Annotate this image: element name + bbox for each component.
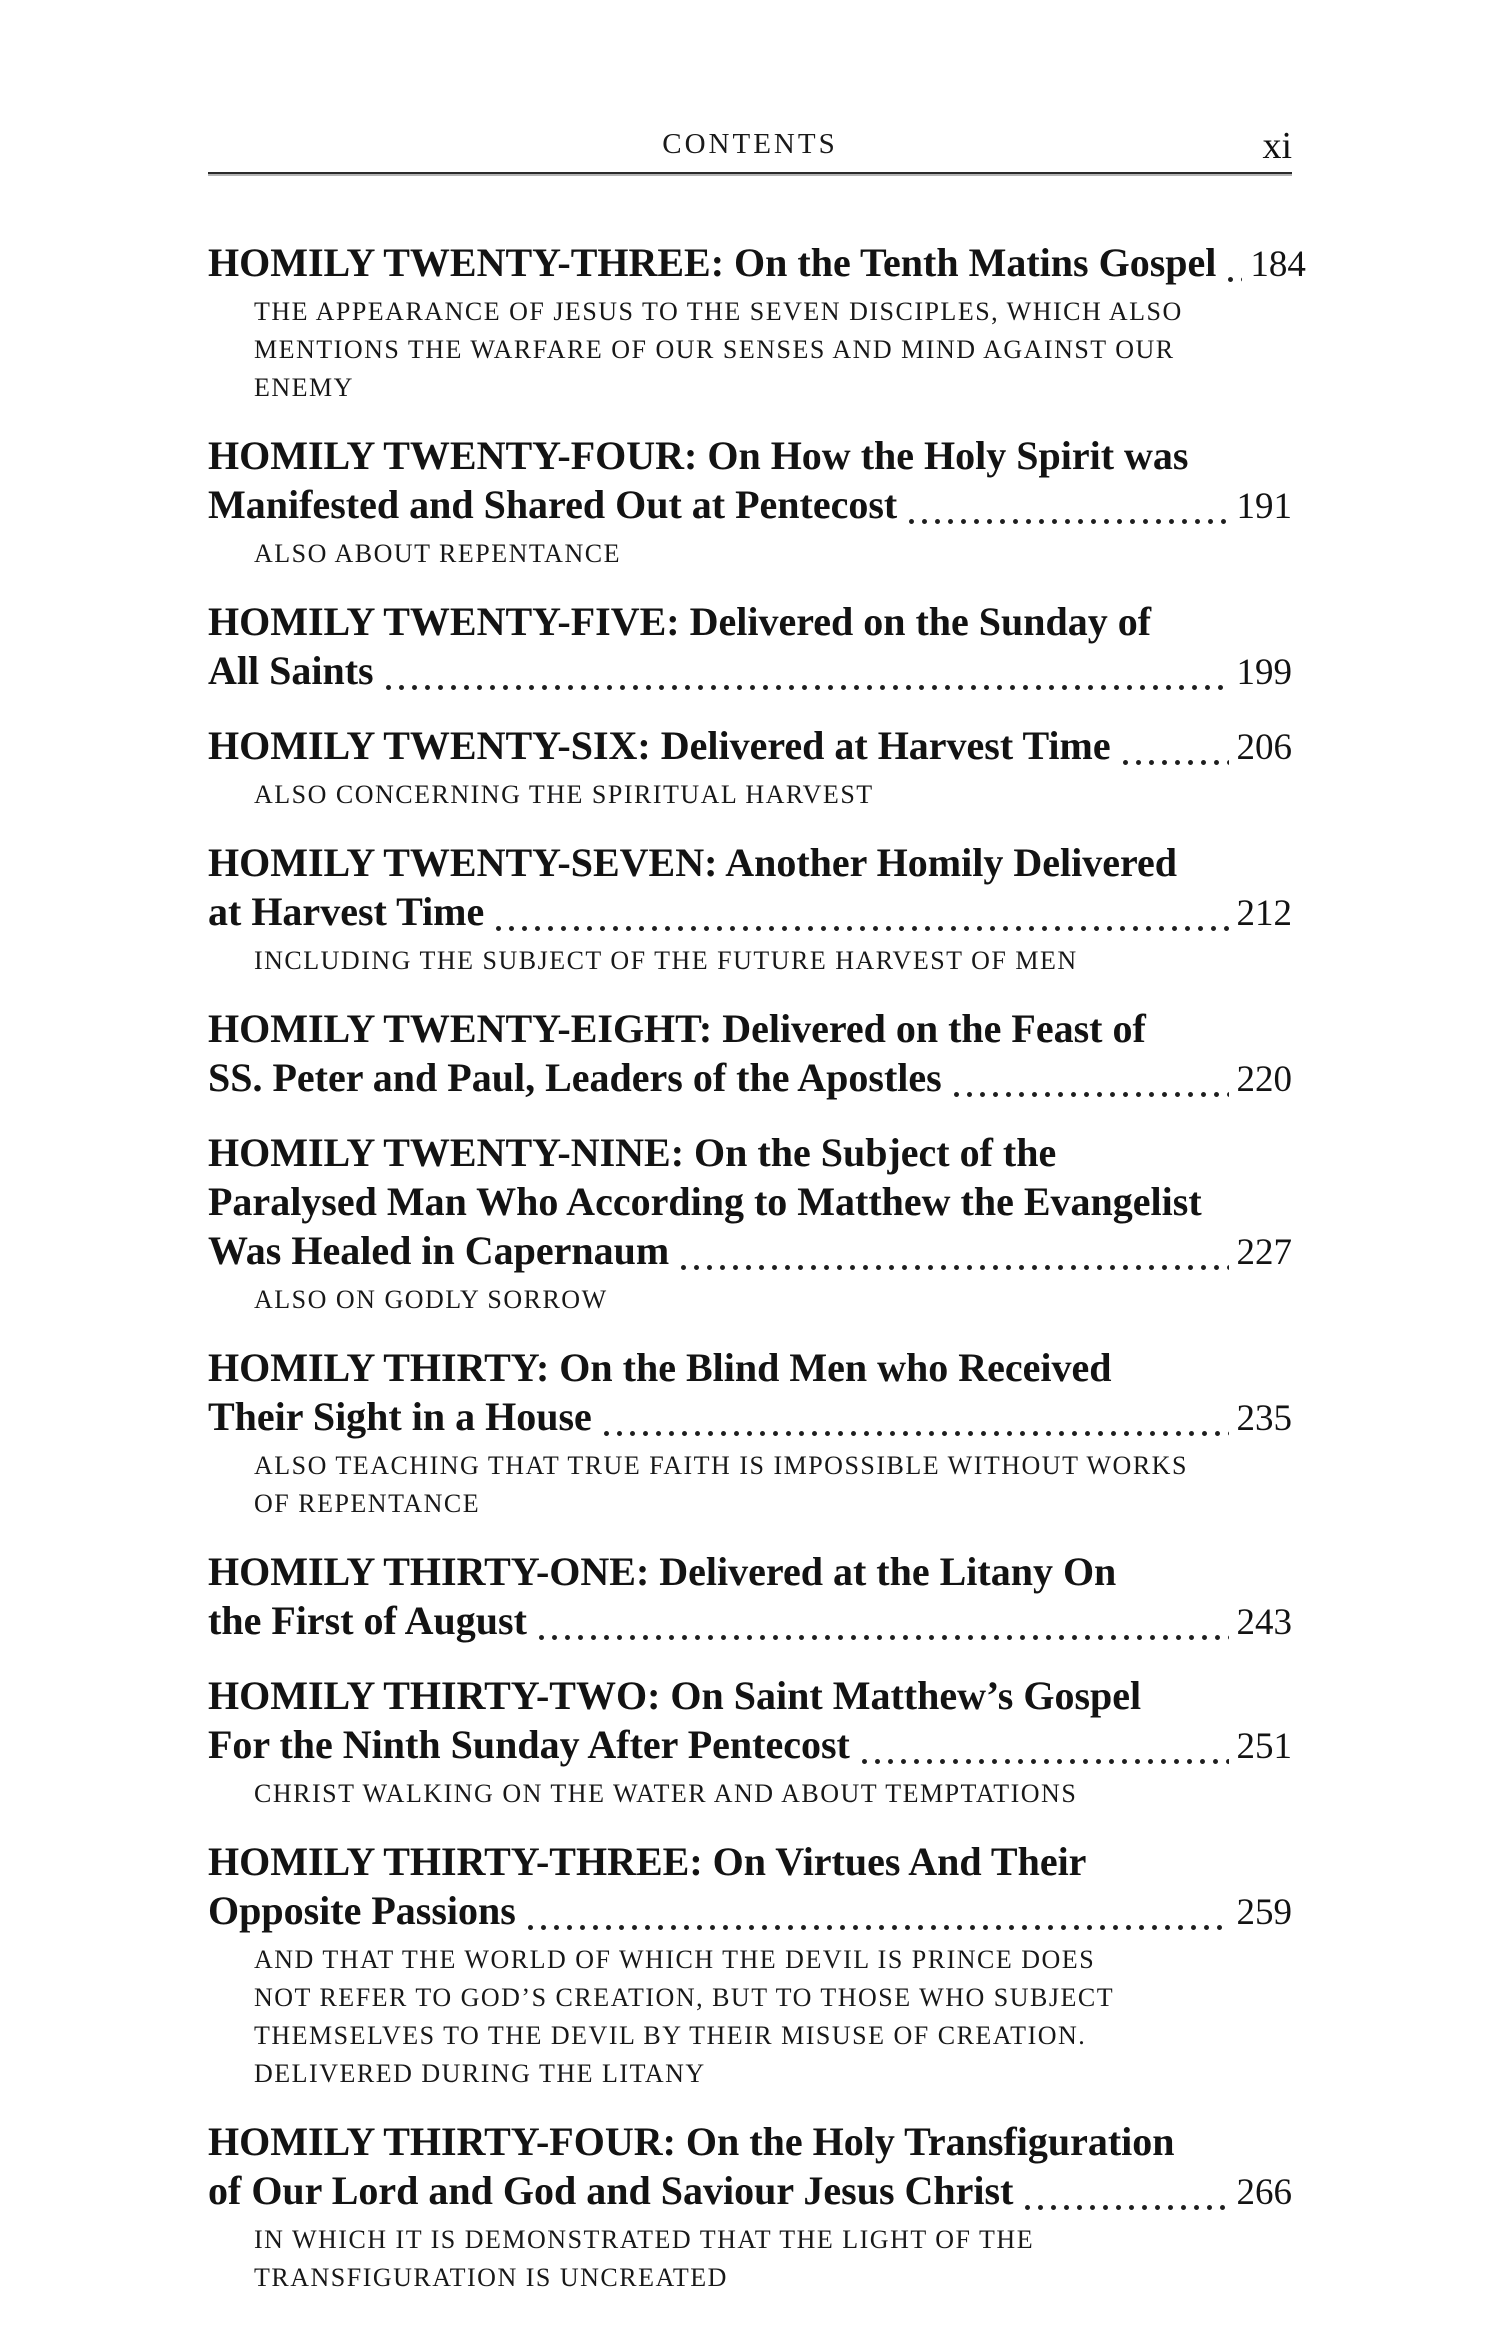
dot-leader xyxy=(600,1431,1229,1436)
entry-title-line: HOMILY TWENTY-NINE: On the Subject of the xyxy=(208,1130,1057,1175)
entry-title xyxy=(208,2117,1292,2217)
entry-title-text: Was Healed in Capernaum xyxy=(208,1228,670,1273)
entry-subtitle xyxy=(208,1281,1292,1319)
entry-subtitle-line: IN WHICH IT IS DEMONSTRATED THAT THE LIGHT OF THE xyxy=(254,2225,1035,2254)
entry-subtitle-line: ALSO ABOUT REPENTANCE xyxy=(254,539,621,568)
entry-title-line xyxy=(208,887,1292,938)
entry-page-number: 227 xyxy=(1236,1232,1292,1273)
dot-leader xyxy=(905,519,1228,524)
toc-entry xyxy=(208,1671,1292,1813)
entry-title-line xyxy=(208,1886,1292,1937)
entry-title-line: HOMILY TWENTY-FOUR: On How the Holy Spirit was xyxy=(208,433,1189,478)
entry-title-line xyxy=(208,2166,1292,2217)
entry-title-line xyxy=(208,1392,1292,1443)
entry-title-line xyxy=(208,1720,1292,1771)
running-head xyxy=(208,125,1292,174)
entry-subtitle xyxy=(208,1775,1292,1813)
entry-subtitle xyxy=(208,1447,1292,1523)
entry-title-text: Manifested and Shared Out at Pentecost xyxy=(208,482,898,527)
entry-title-line xyxy=(208,646,1292,697)
entry-subtitle-line: ENEMY xyxy=(254,373,354,402)
entry-title-text: the First of August xyxy=(208,1598,527,1643)
toc-entry xyxy=(208,838,1292,980)
entry-title-line: HOMILY TWENTY-SEVEN: Another Homily Delivered xyxy=(208,840,1177,885)
entry-title-text: Opposite Passions xyxy=(208,1888,516,1933)
entry-title xyxy=(208,1004,1292,1104)
entry-subtitle-line: CHRIST WALKING ON THE WATER AND ABOUT TEMPTATIONS xyxy=(254,1779,1078,1808)
dot-leader xyxy=(524,1925,1229,1930)
entry-page-number: 243 xyxy=(1236,1602,1292,1643)
entry-page-number: 251 xyxy=(1236,1726,1292,1767)
dot-leader xyxy=(1021,2205,1228,2210)
toc-entry xyxy=(208,1128,1292,1319)
entry-title xyxy=(208,238,1306,289)
dot-leader xyxy=(382,685,1229,690)
entry-page-number: 199 xyxy=(1236,652,1292,693)
entry-title-line xyxy=(208,238,1306,289)
entry-subtitle xyxy=(208,293,1292,407)
entry-title-line: HOMILY TWENTY-FIVE: Delivered on the Sunday of xyxy=(208,599,1152,644)
entry-page-number: 220 xyxy=(1236,1059,1292,1100)
entry-title xyxy=(208,1547,1292,1647)
toc-entry xyxy=(208,431,1292,573)
dot-leader xyxy=(492,926,1228,931)
entry-subtitle-line: ALSO CONCERNING THE SPIRITUAL HARVEST xyxy=(254,780,874,809)
entry-title-line xyxy=(208,1226,1292,1277)
entry-title-line xyxy=(208,1596,1292,1647)
entry-subtitle-line: OF REPENTANCE xyxy=(254,1489,481,1518)
entry-title-line: HOMILY THIRTY: On the Blind Men who Received xyxy=(208,1345,1112,1390)
toc-entry xyxy=(208,238,1306,407)
entry-title xyxy=(208,1343,1292,1443)
entry-subtitle-line: TRANSFIGURATION IS UNCREATED xyxy=(254,2263,728,2292)
entry-title xyxy=(208,1128,1292,1277)
dot-leader xyxy=(1224,277,1242,282)
entry-subtitle-line: THEMSELVES TO THE DEVIL BY THEIR MISUSE OF CREATION. xyxy=(254,2021,1087,2050)
toc-entry xyxy=(208,2117,1292,2297)
entry-title-line xyxy=(208,1053,1292,1104)
entry-title-line: Paralysed Man Who According to Matthew the Evangelist xyxy=(208,1179,1202,1224)
entry-title-line: HOMILY THIRTY-THREE: On Virtues And Their xyxy=(208,1839,1087,1884)
toc-entry xyxy=(208,721,1292,814)
toc-entry xyxy=(208,597,1292,697)
entry-subtitle-line: ALSO ON GODLY SORROW xyxy=(254,1285,608,1314)
entry-title-line xyxy=(208,721,1292,772)
entry-page-number: 212 xyxy=(1236,893,1292,934)
entry-page-number: 235 xyxy=(1236,1398,1292,1439)
toc-list xyxy=(208,238,1306,2321)
entry-title-text: SS. Peter and Paul, Leaders of the Apostles xyxy=(208,1055,942,1100)
dot-leader xyxy=(858,1759,1229,1764)
entry-title-text: HOMILY TWENTY-THREE: On the Tenth Matins Gospel xyxy=(208,240,1217,285)
entry-subtitle xyxy=(208,535,1292,573)
entry-subtitle-line: NOT REFER TO GOD’S CREATION, BUT TO THOSE WHO SUBJECT xyxy=(254,1983,1115,2012)
entry-title xyxy=(208,1671,1292,1771)
dot-leader xyxy=(950,1092,1229,1097)
entry-title-text: All Saints xyxy=(208,648,374,693)
entry-subtitle xyxy=(208,942,1292,980)
entry-title-line xyxy=(208,480,1292,531)
folio-page-number: xi xyxy=(1262,125,1292,167)
toc-entry xyxy=(208,1004,1292,1104)
entry-title-text: of Our Lord and God and Saviour Jesus Christ xyxy=(208,2168,1014,2213)
entry-title-line: HOMILY THIRTY-TWO: On Saint Matthew’s Gospel xyxy=(208,1673,1142,1718)
entry-title xyxy=(208,1837,1292,1937)
entry-subtitle-line: MENTIONS THE WARFARE OF OUR SENSES AND MIND AGAINST OUR xyxy=(254,335,1175,364)
entry-subtitle xyxy=(208,1941,1292,2093)
entry-page-number: 259 xyxy=(1236,1892,1292,1933)
entry-title-text: For the Ninth Sunday After Pentecost xyxy=(208,1722,850,1767)
entry-page-number: 206 xyxy=(1236,727,1292,768)
entry-page-number: 184 xyxy=(1250,244,1306,285)
entry-page-number: 191 xyxy=(1236,486,1292,527)
entry-title-text: Their Sight in a House xyxy=(208,1394,592,1439)
entry-subtitle-line: DELIVERED DURING THE LITANY xyxy=(254,2059,706,2088)
dot-leader xyxy=(677,1265,1228,1270)
entry-title xyxy=(208,431,1292,531)
header-rule xyxy=(208,172,1292,174)
entry-subtitle-line: THE APPEARANCE OF JESUS TO THE SEVEN DISCIPLES, WHICH ALSO xyxy=(254,297,1183,326)
entry-title-line: HOMILY THIRTY-FOUR: On the Holy Transfiguration xyxy=(208,2119,1175,2164)
entry-subtitle xyxy=(208,2221,1292,2297)
page-title: CONTENTS xyxy=(662,128,838,160)
entry-subtitle-line: INCLUDING THE SUBJECT OF THE FUTURE HARVEST OF MEN xyxy=(254,946,1078,975)
toc-entry xyxy=(208,1343,1292,1523)
toc-entry xyxy=(208,1547,1292,1647)
entry-page-number: 266 xyxy=(1236,2172,1292,2213)
toc-entry xyxy=(208,1837,1292,2093)
entry-subtitle-line: ALSO TEACHING THAT TRUE FAITH IS IMPOSSIBLE WITHOUT WORKS xyxy=(254,1451,1188,1480)
dot-leader xyxy=(535,1635,1229,1640)
entry-subtitle-line: AND THAT THE WORLD OF WHICH THE DEVIL IS PRINCE DOES xyxy=(254,1945,1096,1974)
dot-leader xyxy=(1119,760,1229,765)
entry-title-text: HOMILY TWENTY-SIX: Delivered at Harvest Time xyxy=(208,723,1111,768)
entry-title-line: HOMILY THIRTY-ONE: Delivered at the Litany On xyxy=(208,1549,1117,1594)
entry-title-text: at Harvest Time xyxy=(208,889,485,934)
entry-title xyxy=(208,721,1292,772)
entry-subtitle xyxy=(208,776,1292,814)
entry-title xyxy=(208,597,1292,697)
entry-title-line: HOMILY TWENTY-EIGHT: Delivered on the Feast of xyxy=(208,1006,1146,1051)
entry-title xyxy=(208,838,1292,938)
